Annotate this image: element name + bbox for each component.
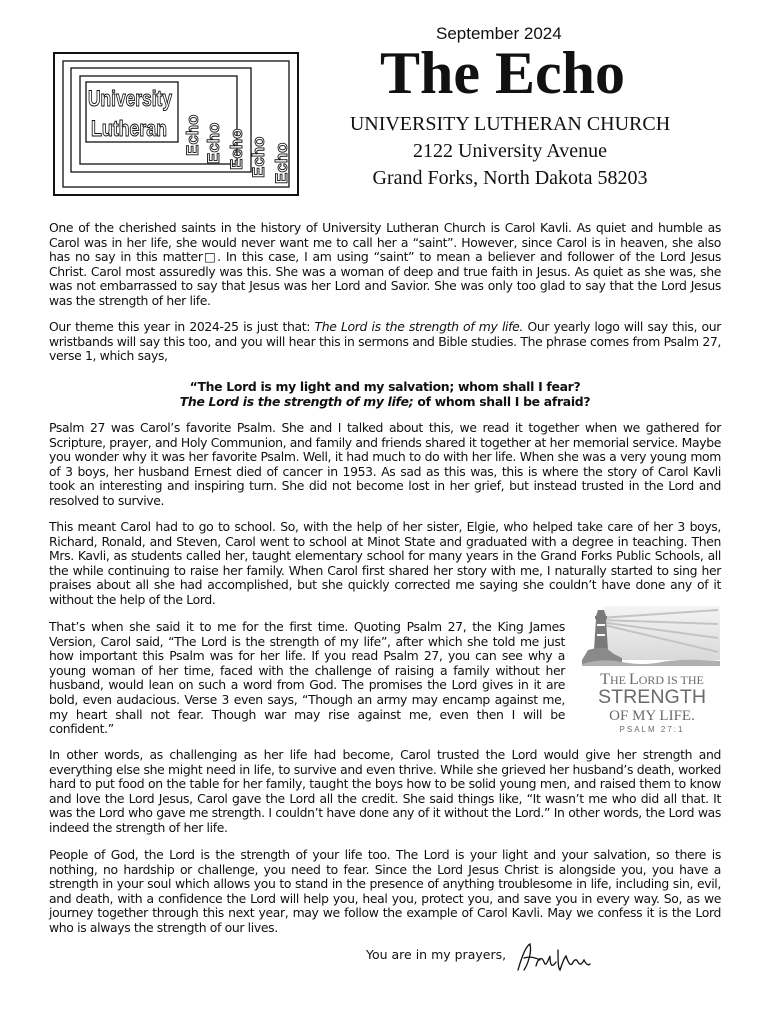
psalm-quote-line-2: [49, 394, 721, 409]
paragraph-3: Psalm 27 was Carol’s favorite Psalm. She and I talked about this, we read it together when we gathered for Scripture, prayer, and Holy Communion, and family and friends shared it together at her memorial service. Maybe you wonder why it was her favorite Psalm. Well, it had much to do with her life. When she was a very young mom of 3 boys, her husband Ernest died of cancer in 1953. As sad as this was, this is where the story of Carol Kavli took an interesting and inspiring turn. She did not become lost in her grief, but instead trusted in the Lord and resolved to survive.: [49, 420, 721, 508]
issue-date: September 2024: [436, 24, 562, 43]
church-name: UNIVERSITY LUTHERAN CHURCH: [349, 113, 671, 135]
logo-echo-2: Echo: [204, 122, 223, 164]
graphic-line-4: PSALM 27:1: [619, 725, 685, 734]
church-city: Grand Forks, North Dakota 58203: [372, 167, 648, 189]
paragraph-7: People of God, the Lord is the strength of your life too. The Lord is your light and your salvation, so there is nothing, no hardship or challenge, you need to fear. Since the Lord Jesus Christ is alongside you, you have a strength in your soul which allows you to stand in the presence of anything troublesome in life, including sin, evil, and death, with a confidence the Lord will help you, heal you, protect you, and save you in every way. So, as we journey together through this next year, may we follow the example of Carol Kavli. May we confess it is the Lord who is always the strength of our lives.: [49, 847, 721, 935]
closing-line: You are in my prayers,: [366, 947, 507, 962]
logo-echo-5: Echo: [272, 142, 291, 184]
logo-echo-1: Echo: [183, 114, 202, 156]
strength-of-my-life-graphic: [582, 604, 722, 734]
graphic-line-3: OF MY LIFE.: [609, 708, 695, 724]
psalm-quote-line-1: “The Lord is my light and my salvation; whom shall I fear?: [189, 379, 581, 394]
psalm-quote-emphasis: The Lord is the strength of my life;: [179, 394, 414, 409]
newsletter-title: The Echo: [380, 40, 626, 106]
psalm-quote-rest: of whom shall I be afraid?: [413, 394, 591, 409]
paragraph-1: One of the cherished saints in the history of University Lutheran Church is Carol Kavli. As quiet and humble as Carol was in her life, she would never want me to call her a “saint”. However, since Carol is in heaven, she also has no say in this matter□. In this case, I am using “saint” to mean a believer and follower of the Lord Jesus Christ. Carol most assuredly was this. She was a woman of deep and true faith in Jesus. As quiet as she was, she was not embarrassed to say that Jesus was her Lord and Savior. She was only too glad to say that the Lord Jesus was the strength of her life.: [49, 220, 721, 308]
logo-echo-4: Echo: [249, 136, 268, 178]
paragraph-4: This meant Carol had to go to school. So, with the help of her sister, Elgie, who helped take care of her 3 boys, Richard, Ronald, and Steven, Carol went to school at Minot State and graduated with a degree in teaching. Then Mrs. Kavli, as students called her, taught elementary school for many years in the Grand Forks Public Schools, all the while continuing to raise her family. When Carol first shared her story with me, I naturally started to sing her praises about all she had accomplished, but she quickly corrected me saying she couldn’t have done any of it without the help of the Lord.: [49, 519, 721, 607]
pastor-signature: [514, 940, 594, 976]
graphic-line-2: STRENGTH: [598, 687, 706, 708]
logo-lutheran: Lutheran: [91, 116, 167, 141]
paragraph-2: [49, 320, 721, 364]
theme-phrase: The Lord is the strength of my life.: [314, 319, 524, 334]
lighthouse-icon: [594, 610, 608, 650]
university-lutheran-echo-logo: [53, 52, 299, 196]
paragraph-6: In other words, as challenging as her life had become, Carol trusted the Lord would give her strength and everything else she might need in life, to survive and even thrive. While she grieved her husband’s death, worked hard to put food on the table for her family, taught the boys how to be solid young men, and raised them to know and love the Lord Jesus, Carol gave the Lord all the credit. She said things like, “It wasn’t me who did all that. It was the Lord who gave me strength. I couldn’t have done any of it without the Lord.” In other words, the Lord was indeed the strength of her life.: [49, 747, 721, 835]
paragraph-5: That’s when she said it to me for the first time. Quoting Psalm 27, the King James Version, Carol said, “The Lord is the strength of my life”, after which she told me just how important this Psalm was for her life. If you read Psalm 27, you can see why a young woman of her time, faced with the challenge of raising a family without her husband, would lean on such a word from God. The promises the Lord gives in it are bold, even audacious. Verse 3 even says, “Though an army may encamp against me, my heart shall not fear. Though war may rise against me, even then I will be confident.”: [49, 619, 565, 737]
paragraph-2-lead: Our theme this year in 2024-25 is just that:: [49, 319, 315, 334]
waves-icon: [582, 660, 720, 666]
logo-university: University: [88, 86, 173, 111]
psalm-quote: [49, 379, 721, 409]
logo-echo-3: Echo: [227, 128, 246, 170]
church-street: 2122 University Avenue: [412, 140, 608, 162]
graphic-line-1: THE LORD IS THE: [600, 671, 704, 688]
paragraph-2-rest: Our yearly logo will say this, our wristbands will say this too, and you will hear this in sermons and Bible studies. The phrase comes from Psalm 27, verse 1, which says,: [49, 319, 722, 364]
